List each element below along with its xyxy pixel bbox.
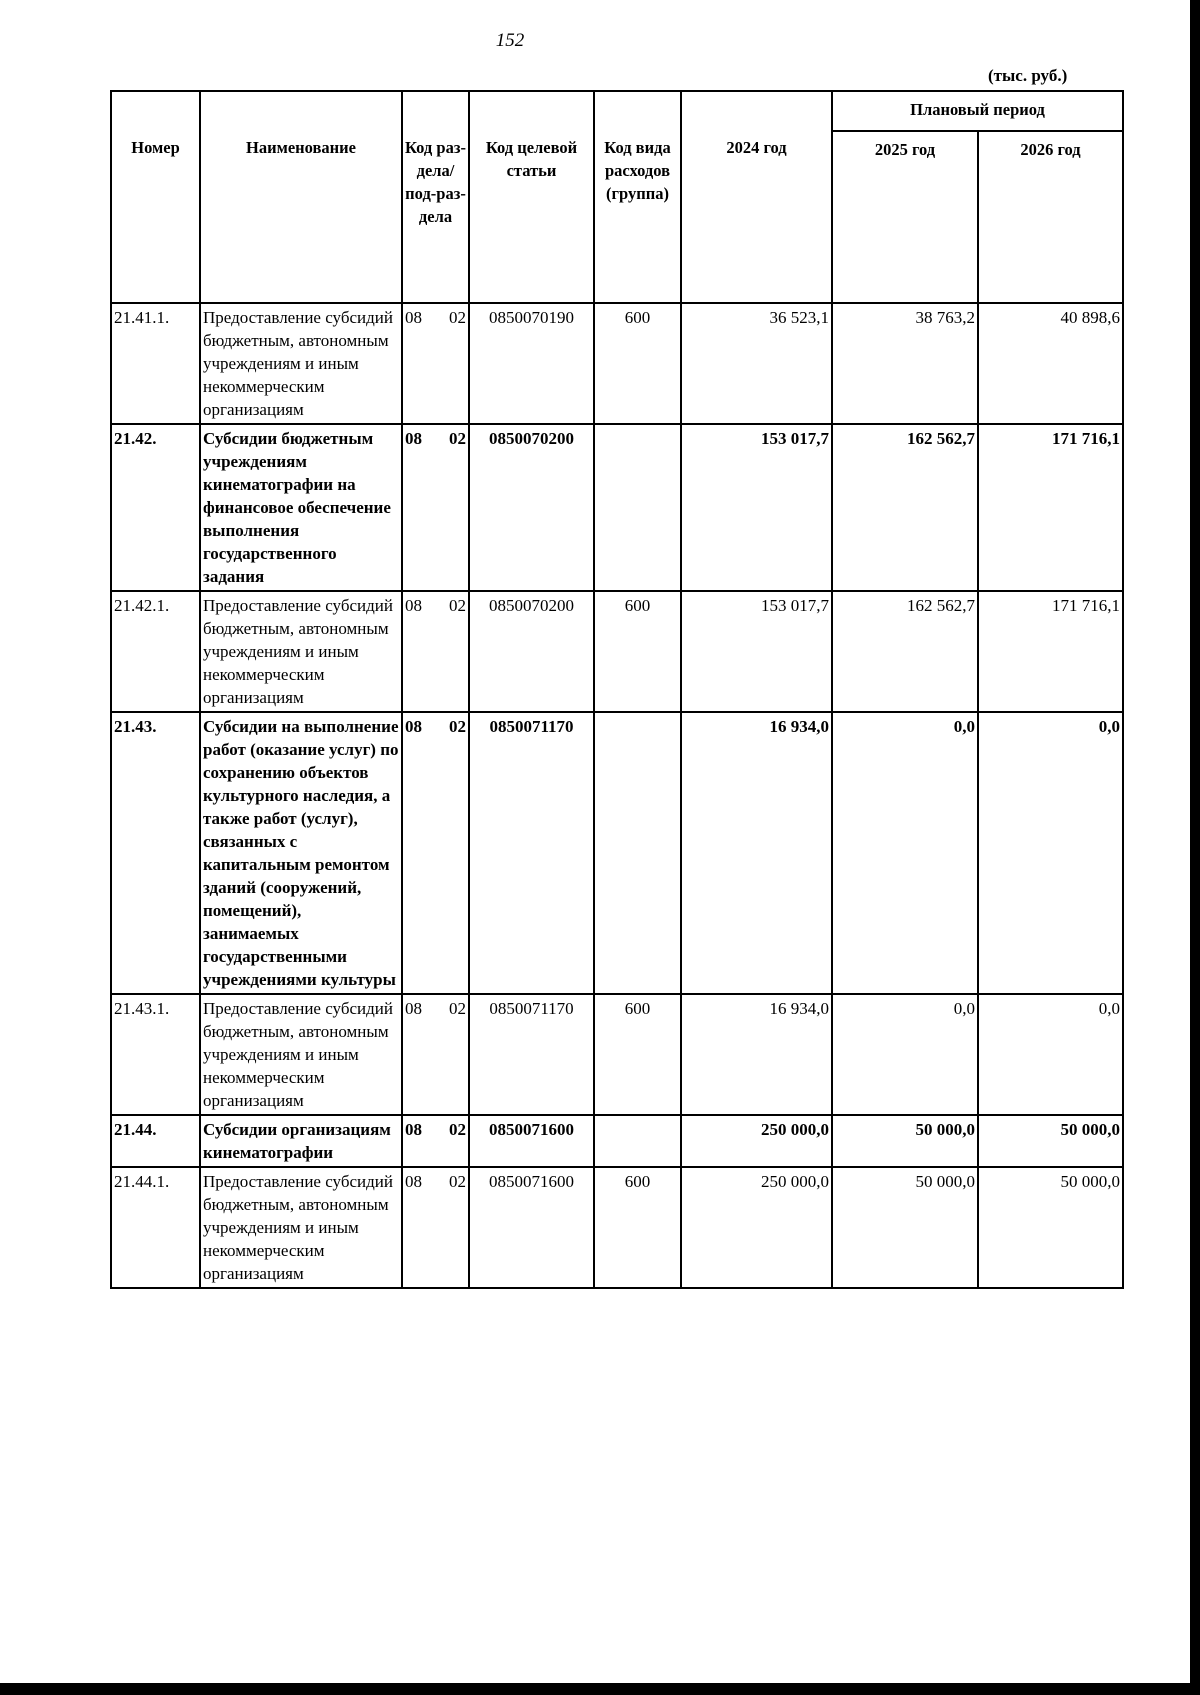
row-section <box>402 591 469 712</box>
row-amount-2025: 0,0 <box>832 712 978 994</box>
row-amount-2024: 36 523,1 <box>681 303 832 424</box>
row-expense-code <box>594 1115 681 1167</box>
row-amount-2026: 171 716,1 <box>978 424 1123 591</box>
row-podrazdel: 02 <box>449 999 466 1018</box>
row-amount-2026: 0,0 <box>978 712 1123 994</box>
row-target-code: 0850070200 <box>469 591 594 712</box>
header-2024: 2024 год <box>681 91 832 303</box>
row-section <box>402 1115 469 1167</box>
row-number: 21.42. <box>111 424 200 591</box>
table-row <box>111 1115 1123 1167</box>
table-row <box>111 1167 1123 1288</box>
row-amount-2026: 40 898,6 <box>978 303 1123 424</box>
row-amount-2024: 250 000,0 <box>681 1115 832 1167</box>
row-number: 21.41.1. <box>111 303 200 424</box>
row-amount-2025: 162 562,7 <box>832 591 978 712</box>
header-2026: 2026 год <box>978 131 1123 303</box>
row-podrazdel: 02 <box>449 308 466 327</box>
row-name: Субсидии бюджетным учреждениям кинематографии на финансовое обеспечение выполнения государственного задания <box>200 424 402 591</box>
row-section <box>402 712 469 994</box>
row-number: 21.44. <box>111 1115 200 1167</box>
row-name: Предоставление субсидий бюджетным, автономным учреждениям и иным некоммерческим организациям <box>200 591 402 712</box>
row-amount-2025: 50 000,0 <box>832 1167 978 1288</box>
row-amount-2026: 171 716,1 <box>978 591 1123 712</box>
row-expense-code <box>594 424 681 591</box>
row-name: Предоставление субсидий бюджетным, автономным учреждениям и иным некоммерческим организациям <box>200 303 402 424</box>
row-podrazdel: 02 <box>449 429 466 448</box>
row-podrazdel: 02 <box>449 717 466 736</box>
row-target-code: 0850070200 <box>469 424 594 591</box>
row-target-code: 0850070190 <box>469 303 594 424</box>
row-razdel: 08 <box>405 1120 422 1139</box>
row-expense-code: 600 <box>594 591 681 712</box>
row-amount-2026: 50 000,0 <box>978 1115 1123 1167</box>
row-section <box>402 1167 469 1288</box>
table-row <box>111 591 1123 712</box>
row-target-code: 0850071170 <box>469 712 594 994</box>
row-podrazdel: 02 <box>449 1172 466 1191</box>
row-number: 21.43. <box>111 712 200 994</box>
units-label: (тыс. руб.) <box>988 66 1068 85</box>
table-row <box>111 994 1123 1115</box>
row-expense-code <box>594 712 681 994</box>
row-expense-code: 600 <box>594 994 681 1115</box>
row-expense-code: 600 <box>594 1167 681 1288</box>
budget-table <box>110 90 1124 1289</box>
scan-border-right <box>1190 0 1200 1695</box>
row-section <box>402 994 469 1115</box>
row-razdel: 08 <box>405 999 422 1018</box>
row-target-code: 0850071170 <box>469 994 594 1115</box>
row-razdel: 08 <box>405 429 422 448</box>
header-section: Код раз-дела/ под-раз-дела <box>402 91 469 303</box>
table-row <box>111 303 1123 424</box>
header-2025: 2025 год <box>832 131 978 303</box>
row-target-code: 0850071600 <box>469 1167 594 1288</box>
row-razdel: 08 <box>405 717 422 736</box>
row-expense-code: 600 <box>594 303 681 424</box>
row-podrazdel: 02 <box>449 1120 466 1139</box>
header-target: Код целевой статьи <box>469 91 594 303</box>
row-amount-2025: 38 763,2 <box>832 303 978 424</box>
table-row <box>111 712 1123 994</box>
row-name: Субсидии организациям кинематографии <box>200 1115 402 1167</box>
row-number: 21.44.1. <box>111 1167 200 1288</box>
row-amount-2024: 16 934,0 <box>681 994 832 1115</box>
row-name: Субсидии на выполнение работ (оказание услуг) по сохранению объектов культурного наследия, а также работ (услуг), связанных с капитальным ремонтом зданий (сооружений, помещений), занимаемых государственными учреждениями культуры <box>200 712 402 994</box>
header-name: Наименование <box>200 91 402 303</box>
row-amount-2024: 153 017,7 <box>681 591 832 712</box>
row-amount-2024: 153 017,7 <box>681 424 832 591</box>
row-razdel: 08 <box>405 308 422 327</box>
row-section <box>402 303 469 424</box>
row-name: Предоставление субсидий бюджетным, автономным учреждениям и иным некоммерческим организациям <box>200 1167 402 1288</box>
header-number: Номер <box>111 91 200 303</box>
row-number: 21.42.1. <box>111 591 200 712</box>
row-amount-2025: 50 000,0 <box>832 1115 978 1167</box>
row-podrazdel: 02 <box>449 596 466 615</box>
row-amount-2026: 0,0 <box>978 994 1123 1115</box>
scan-border-bottom <box>0 1683 1200 1695</box>
row-target-code: 0850071600 <box>469 1115 594 1167</box>
table-row <box>111 424 1123 591</box>
header-planned-period: Плановый период <box>832 91 1123 131</box>
row-amount-2025: 162 562,7 <box>832 424 978 591</box>
row-amount-2026: 50 000,0 <box>978 1167 1123 1288</box>
row-number: 21.43.1. <box>111 994 200 1115</box>
page-number: 152 <box>495 30 525 51</box>
row-razdel: 08 <box>405 1172 422 1191</box>
row-amount-2025: 0,0 <box>832 994 978 1115</box>
header-expense: Код вида расходов (группа) <box>594 91 681 303</box>
row-amount-2024: 16 934,0 <box>681 712 832 994</box>
row-razdel: 08 <box>405 596 422 615</box>
row-section <box>402 424 469 591</box>
row-name: Предоставление субсидий бюджетным, автономным учреждениям и иным некоммерческим организациям <box>200 994 402 1115</box>
row-amount-2024: 250 000,0 <box>681 1167 832 1288</box>
